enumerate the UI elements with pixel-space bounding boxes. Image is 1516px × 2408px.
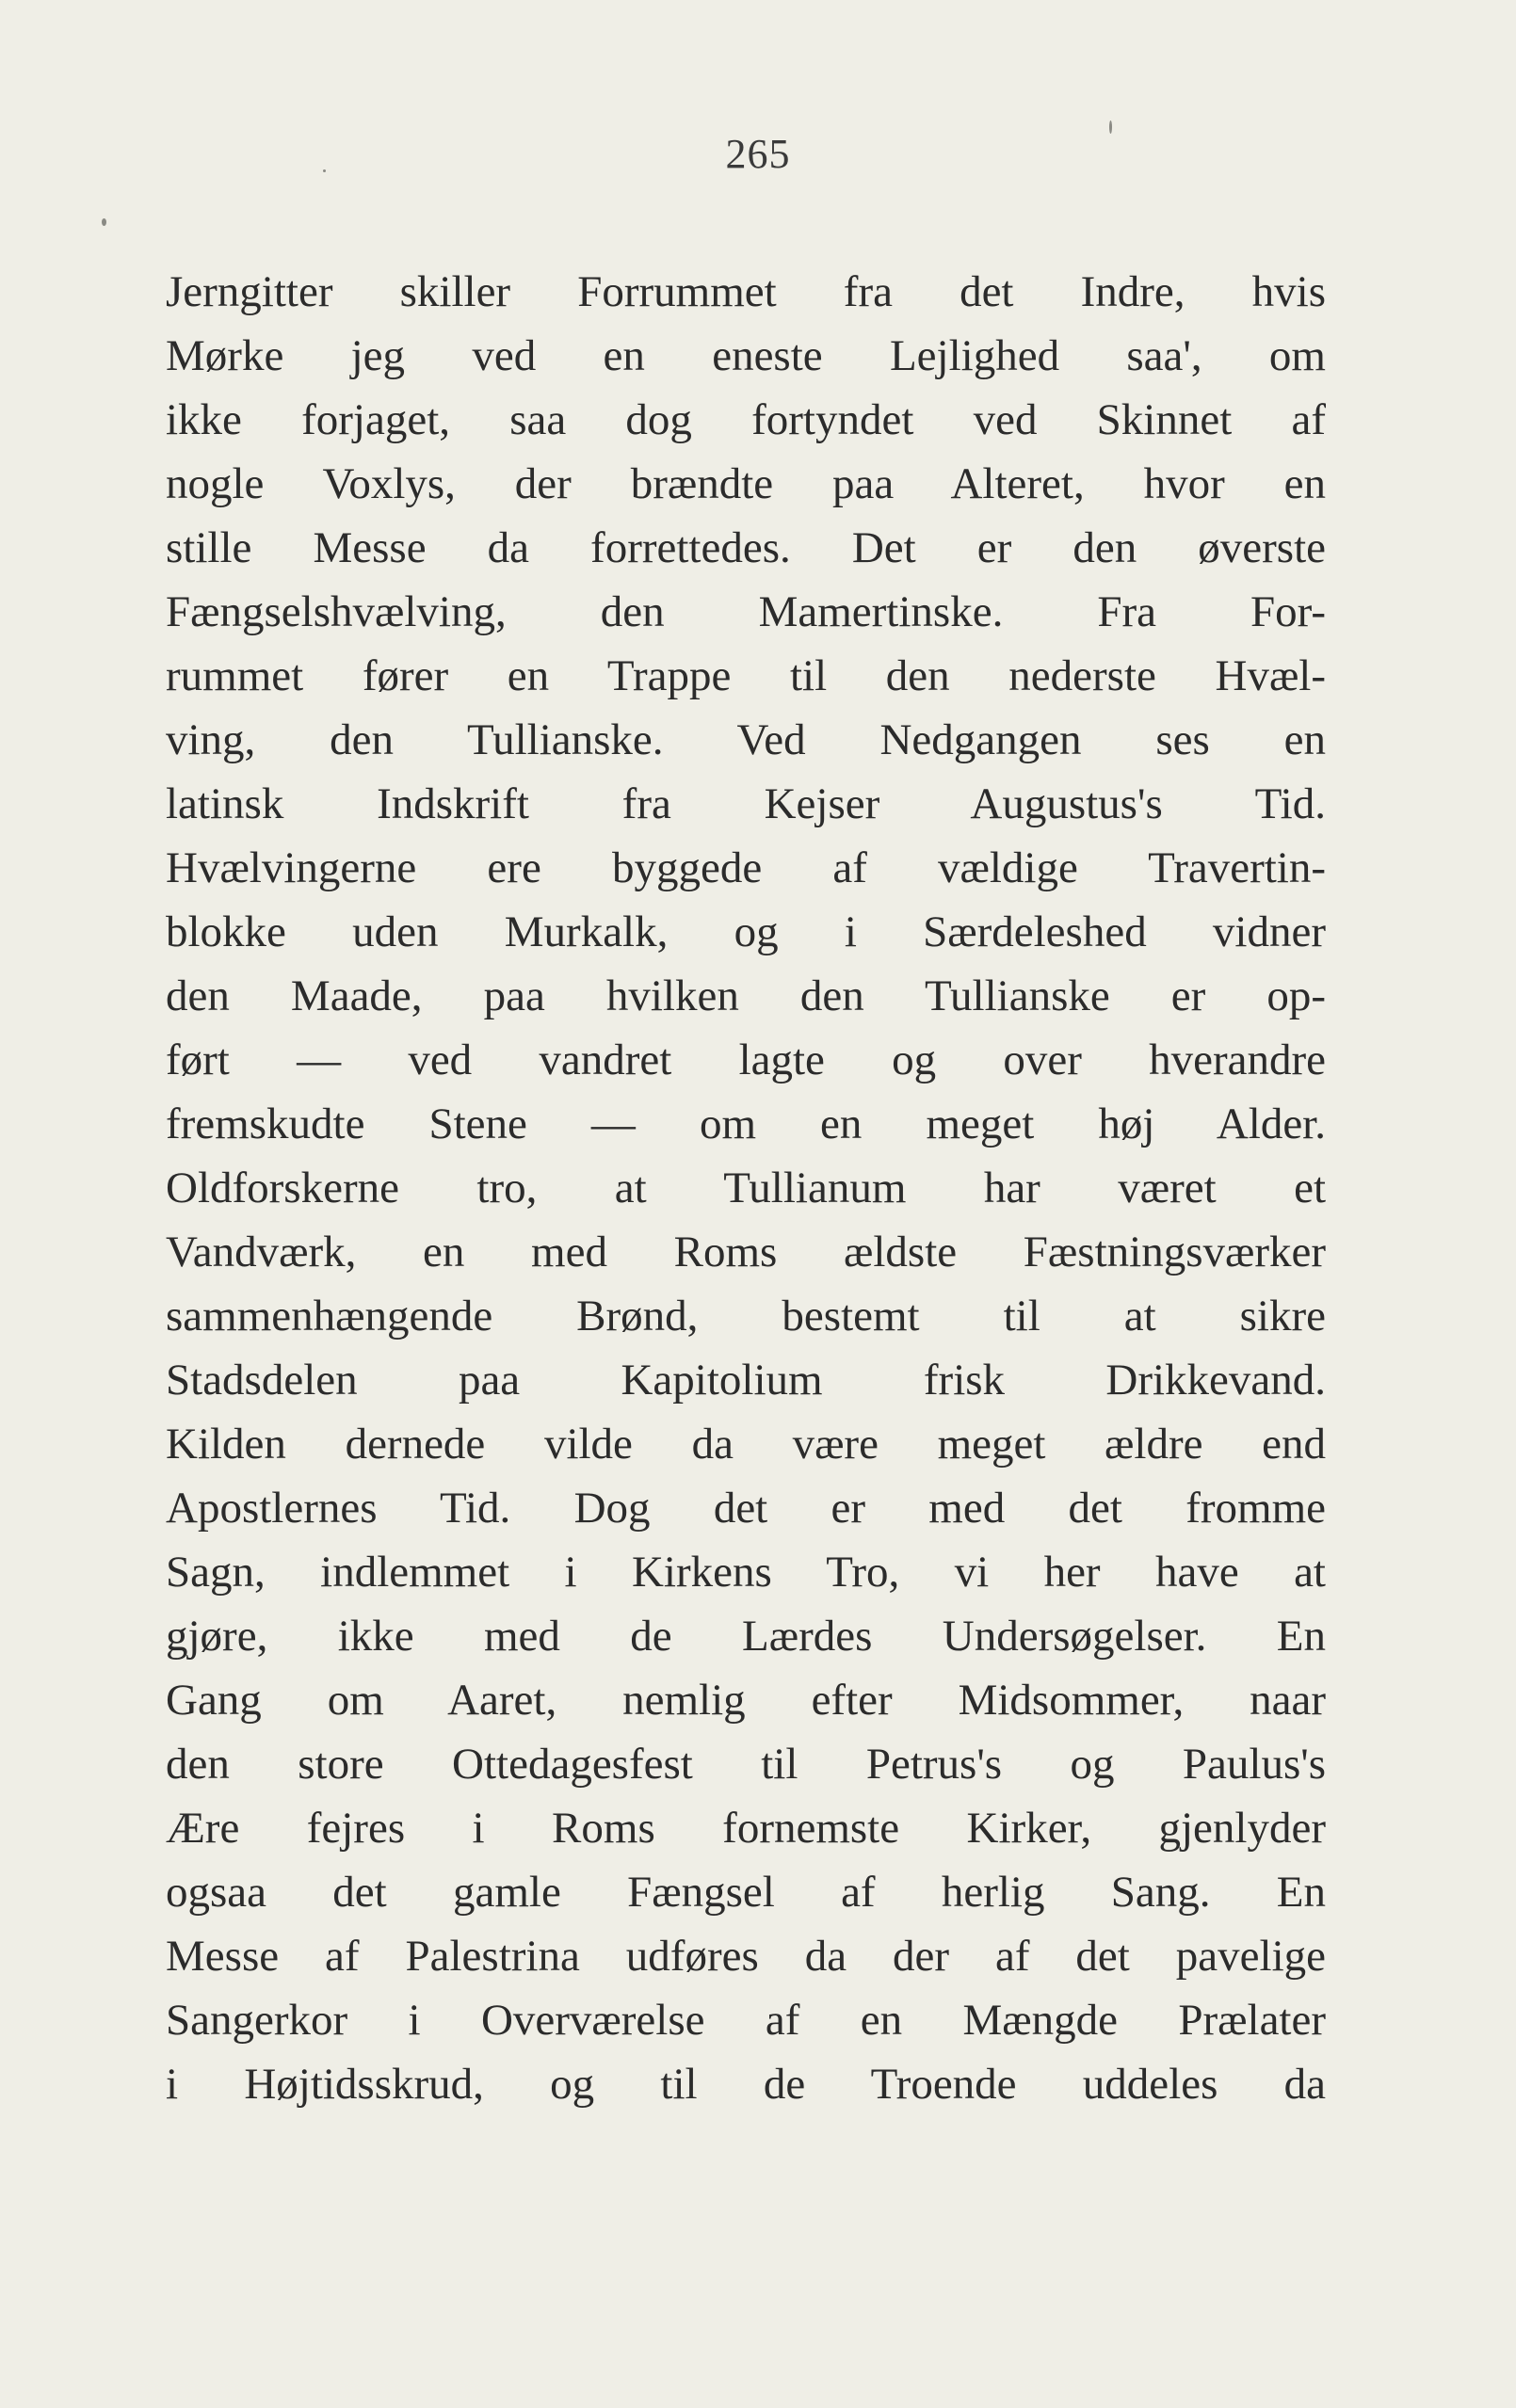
text-line: sammenhængende Brønd, bestemt til at sikre xyxy=(166,1292,1326,1340)
print-speck xyxy=(102,218,106,226)
text-line: Sagn, indlemmet i Kirkens Tro, vi her have at xyxy=(166,1548,1326,1597)
text-line: Jerngitter skiller Forrummet fra det Indre, hvis xyxy=(166,267,1326,316)
text-line: Mørke jeg ved en eneste Lejlighed saa', om xyxy=(166,331,1326,380)
text-line: Fængselshvælving, den Mamertinske. Fra For- xyxy=(166,587,1326,636)
text-line: ikke forjaget, saa dog fortyndet ved Skinnet af xyxy=(166,395,1326,444)
text-line: stille Messe da forrettedes. Det er den øverste xyxy=(166,523,1326,572)
text-line: rummet fører en Trappe til den nederste Hvæl- xyxy=(166,651,1326,700)
text-line: Apostlernes Tid. Dog det er med det fromme xyxy=(166,1484,1326,1533)
text-line: Vandværk, en med Roms ældste Fæstningsværker xyxy=(166,1228,1326,1276)
text-line: ving, den Tullianske. Ved Nedgangen ses en xyxy=(166,715,1326,764)
text-line: Hvælvingerne ere byggede af vældige Travertin- xyxy=(166,843,1326,892)
text-line: ogsaa det gamle Fængsel af herlig Sang. En xyxy=(166,1868,1326,1917)
text-line: gjøre, ikke med de Lærdes Undersøgelser. En xyxy=(166,1612,1326,1661)
text-line: den Maade, paa hvilken den Tullianske er op- xyxy=(166,971,1326,1020)
text-line: i Højtidsskrud, og til de Troende uddeles da xyxy=(166,2060,1326,2109)
text-line: den store Ottedagesfest til Petrus's og Paulus's xyxy=(166,1740,1326,1789)
text-line: Oldforskerne tro, at Tullianum har været et xyxy=(166,1164,1326,1212)
text-line: blokke uden Murkalk, og i Særdeleshed vidner xyxy=(166,907,1326,956)
text-line: Kilden dernede vilde da være meget ældre end xyxy=(166,1420,1326,1469)
text-line: Sangerkor i Overværelse af en Mængde Prælater xyxy=(166,1996,1326,2045)
text-line: Ære fejres i Roms fornemste Kirker, gjenlyder xyxy=(166,1804,1326,1853)
body-text xyxy=(166,260,1326,2116)
text-line: fremskudte Stene — om en meget høj Alder. xyxy=(166,1100,1326,1148)
text-line: Stadsdelen paa Kapitolium frisk Drikkevand. xyxy=(166,1356,1326,1405)
text-line: ført — ved vandret lagte og over hverandre xyxy=(166,1035,1326,1084)
page-number: 265 xyxy=(725,131,791,177)
text-line: nogle Voxlys, der brændte paa Alteret, hvor en xyxy=(166,459,1326,508)
text-line: Gang om Aaret, nemlig efter Midsommer, naar xyxy=(166,1676,1326,1725)
text-line: latinsk Indskrift fra Kejser Augustus's Tid. xyxy=(166,779,1326,828)
text-line: Messe af Palestrina udføres da der af det pavelige xyxy=(166,1932,1326,1981)
